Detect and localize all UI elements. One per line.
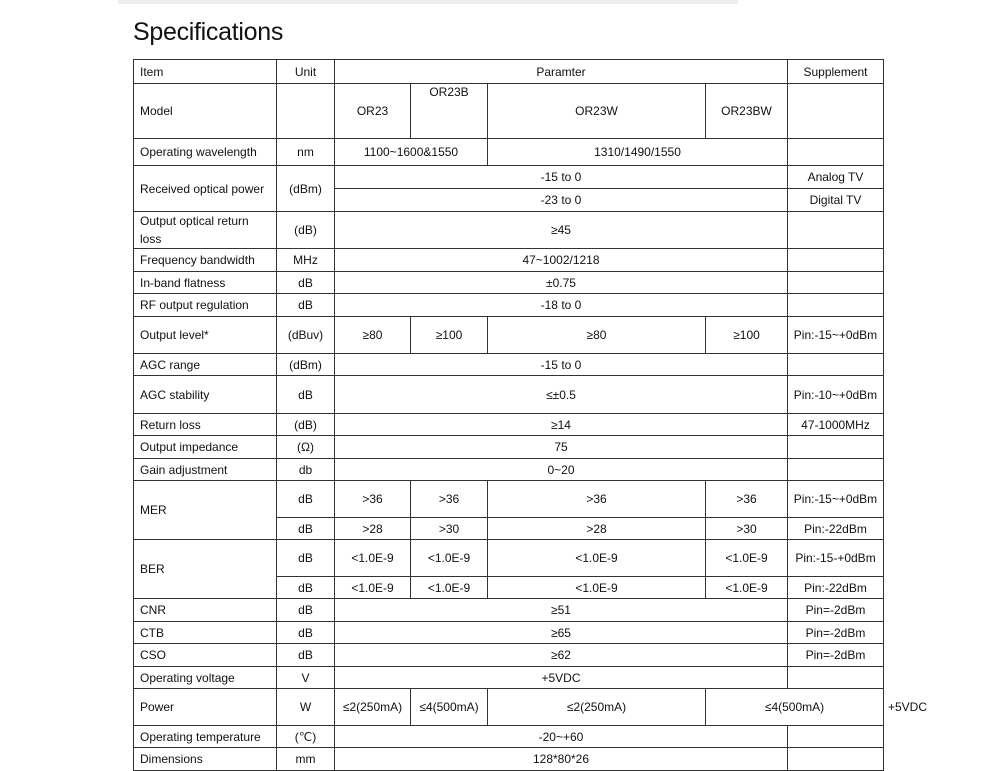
- supplement-cell: Pin=-2dBm: [788, 599, 884, 622]
- row-label: Model: [134, 84, 277, 139]
- value-cell: 1310/1490/1550: [488, 139, 788, 166]
- unit-cell: (dBuv): [277, 317, 335, 354]
- table-row: [134, 599, 884, 622]
- value-cell: ±0.75: [335, 272, 788, 294]
- value-cell: >36: [488, 481, 706, 518]
- value-cell: >36: [706, 481, 788, 518]
- header-unit: Unit: [277, 60, 335, 84]
- supplement-cell: [788, 726, 884, 748]
- value-cell: <1.0E-9: [335, 577, 411, 599]
- row-label: MER: [134, 481, 277, 540]
- supplement-cell: [788, 272, 884, 294]
- unit-cell: dB: [277, 294, 335, 317]
- value-cell: <1.0E-9: [411, 577, 488, 599]
- supplement-cell: Pin=-2dBm: [788, 644, 884, 667]
- supplement-cell: 47-1000MHz: [788, 414, 884, 436]
- table-row: [134, 622, 884, 644]
- table-row: [134, 748, 884, 771]
- unit-cell: MHz: [277, 249, 335, 272]
- row-label: CTB: [134, 622, 277, 644]
- table-row: [134, 272, 884, 294]
- unit-cell: dB: [277, 272, 335, 294]
- value-cell: ≥100: [411, 317, 488, 354]
- table-row: [134, 317, 884, 354]
- supplement-cell: Pin=-2dBm: [788, 622, 884, 644]
- row-label: Power: [134, 689, 277, 726]
- value-cell: ≥80: [488, 317, 706, 354]
- unit-cell: dB: [277, 518, 335, 540]
- unit-cell: nm: [277, 139, 335, 166]
- unit-cell: (Ω): [277, 436, 335, 459]
- row-label: Output optical return loss: [134, 212, 277, 249]
- header-supplement: Supplement: [788, 60, 884, 84]
- supplement-cell: [788, 294, 884, 317]
- supplement-cell: [788, 354, 884, 376]
- row-label: Operating temperature: [134, 726, 277, 748]
- value-cell: -18 to 0: [335, 294, 788, 317]
- unit-cell: V: [277, 667, 335, 689]
- value-cell: >36: [335, 481, 411, 518]
- supplement-cell: [788, 84, 884, 139]
- unit-cell: dB: [277, 644, 335, 667]
- row-label: CSO: [134, 644, 277, 667]
- table-row: [134, 84, 884, 139]
- value-cell: +5VDC: [335, 667, 788, 689]
- row-label: AGC stability: [134, 376, 277, 414]
- value-cell: 47~1002/1218: [335, 249, 788, 272]
- value-cell: -20~+60: [335, 726, 788, 748]
- header-param: Paramter: [335, 60, 788, 84]
- supplement-cell: [788, 667, 884, 689]
- table-header-row: [134, 60, 884, 84]
- table-row: Power W ≤2(250mA) ≤4(500mA) ≤2(250mA) ≤4(500mA) +5VDC: [134, 689, 884, 726]
- unit-cell: (dBm): [277, 354, 335, 376]
- top-divider: [118, 0, 738, 4]
- model-or23: OR23: [335, 84, 411, 139]
- table-row: [134, 212, 884, 249]
- value-cell: 128*80*26: [335, 748, 788, 771]
- value-cell: ≥62: [335, 644, 788, 667]
- table-row: [134, 459, 884, 481]
- row-label: Frequency bandwidth: [134, 249, 277, 272]
- specifications-table: [133, 59, 928, 771]
- supplement-cell: Pin:-15~+0dBm: [788, 317, 884, 354]
- row-label: In-band flatness: [134, 272, 277, 294]
- value-cell: ≥100: [706, 317, 788, 354]
- unit-cell: dB: [277, 481, 335, 518]
- unit-cell: (dB): [277, 212, 335, 249]
- model-or23b: OR23B: [429, 85, 469, 99]
- unit-cell: mm: [277, 748, 335, 771]
- unit-cell: (dBm): [277, 166, 335, 212]
- table-row: [134, 436, 884, 459]
- value-cell: ≤2(250mA): [335, 689, 411, 726]
- unit-cell: dB: [277, 622, 335, 644]
- supplement-cell: Pin:-22dBm: [788, 577, 884, 599]
- row-label: CNR: [134, 599, 277, 622]
- value-cell: ≤2(250mA): [488, 689, 706, 726]
- table-row: [134, 414, 884, 436]
- row-label: Operating voltage: [134, 667, 277, 689]
- value-cell: ≥65: [335, 622, 788, 644]
- row-label: Gain adjustment: [134, 459, 277, 481]
- unit-cell: (dB): [277, 414, 335, 436]
- supplement-cell: [788, 459, 884, 481]
- value-cell: -15 to 0: [335, 166, 788, 189]
- value-cell: >30: [706, 518, 788, 540]
- supplement-cell: [788, 212, 884, 249]
- value-cell: ≥14: [335, 414, 788, 436]
- value-cell: 75: [335, 436, 788, 459]
- value-cell: ≥45: [335, 212, 788, 249]
- table-row: [134, 481, 884, 518]
- supplement-cell: [788, 139, 884, 166]
- row-label: Output impedance: [134, 436, 277, 459]
- value-cell: >30: [411, 518, 488, 540]
- value-cell: ≤4(500mA): [411, 689, 488, 726]
- row-label: BER: [134, 540, 277, 599]
- table-row: [134, 249, 884, 272]
- table-row: [134, 166, 884, 189]
- row-label: Dimensions: [134, 748, 277, 771]
- unit-cell: dB: [277, 599, 335, 622]
- unit-cell: dB: [277, 540, 335, 577]
- unit-cell: W: [277, 689, 335, 726]
- page-title: Specifications: [133, 18, 284, 46]
- model-or23b-cell: [411, 84, 488, 139]
- supplement-cell: Pin:-15-+0dBm: [788, 540, 884, 577]
- model-or23bw: OR23BW: [706, 84, 788, 139]
- header-item: Item: [134, 60, 277, 84]
- supplement-cell: Digital TV: [788, 189, 884, 212]
- value-cell: <1.0E-9: [411, 540, 488, 577]
- supplement-cell: [788, 748, 884, 771]
- supplement-cell: [788, 249, 884, 272]
- table-row: [134, 667, 884, 689]
- row-label: RF output regulation: [134, 294, 277, 317]
- table-row: [134, 376, 884, 414]
- unit-cell: dB: [277, 376, 335, 414]
- value-cell: ≥80: [335, 317, 411, 354]
- value-cell: <1.0E-9: [706, 540, 788, 577]
- value-cell: ≥51: [335, 599, 788, 622]
- table-row: [134, 139, 884, 166]
- value-cell: >28: [335, 518, 411, 540]
- supplement-cell: Pin:-10~+0dBm: [788, 376, 884, 414]
- value-cell: -23 to 0: [335, 189, 788, 212]
- row-label: Operating wavelength: [134, 139, 277, 166]
- table-row: [134, 644, 884, 667]
- value-cell: >28: [488, 518, 706, 540]
- row-label: Return loss: [134, 414, 277, 436]
- unit-cell: db: [277, 459, 335, 481]
- value-cell: ≤±0.5: [335, 376, 788, 414]
- table-row: [134, 540, 884, 577]
- row-label: Received optical power: [134, 166, 277, 212]
- table-row: [134, 294, 884, 317]
- row-label: Output level*: [134, 317, 277, 354]
- value-cell: <1.0E-9: [706, 577, 788, 599]
- unit-cell: (℃): [277, 726, 335, 748]
- row-label: AGC range: [134, 354, 277, 376]
- value-cell: <1.0E-9: [488, 577, 706, 599]
- value-cell: -15 to 0: [335, 354, 788, 376]
- value-cell: <1.0E-9: [488, 540, 706, 577]
- value-cell: >36: [411, 481, 488, 518]
- table-row: [134, 726, 884, 748]
- value-cell: 0~20: [335, 459, 788, 481]
- value-cell: <1.0E-9: [335, 540, 411, 577]
- value-cell: 1100~1600&1550: [335, 139, 488, 166]
- supplement-cell: Pin:-15~+0dBm: [788, 481, 884, 518]
- table-row: [134, 354, 884, 376]
- unit-cell: dB: [277, 577, 335, 599]
- unit-cell: [277, 84, 335, 139]
- supplement-cell: Pin:-22dBm: [788, 518, 884, 540]
- model-or23w: OR23W: [488, 84, 706, 139]
- supplement-cell: [788, 436, 884, 459]
- supplement-cell: Analog TV: [788, 166, 884, 189]
- value-cell: ≤4(500mA): [706, 689, 884, 726]
